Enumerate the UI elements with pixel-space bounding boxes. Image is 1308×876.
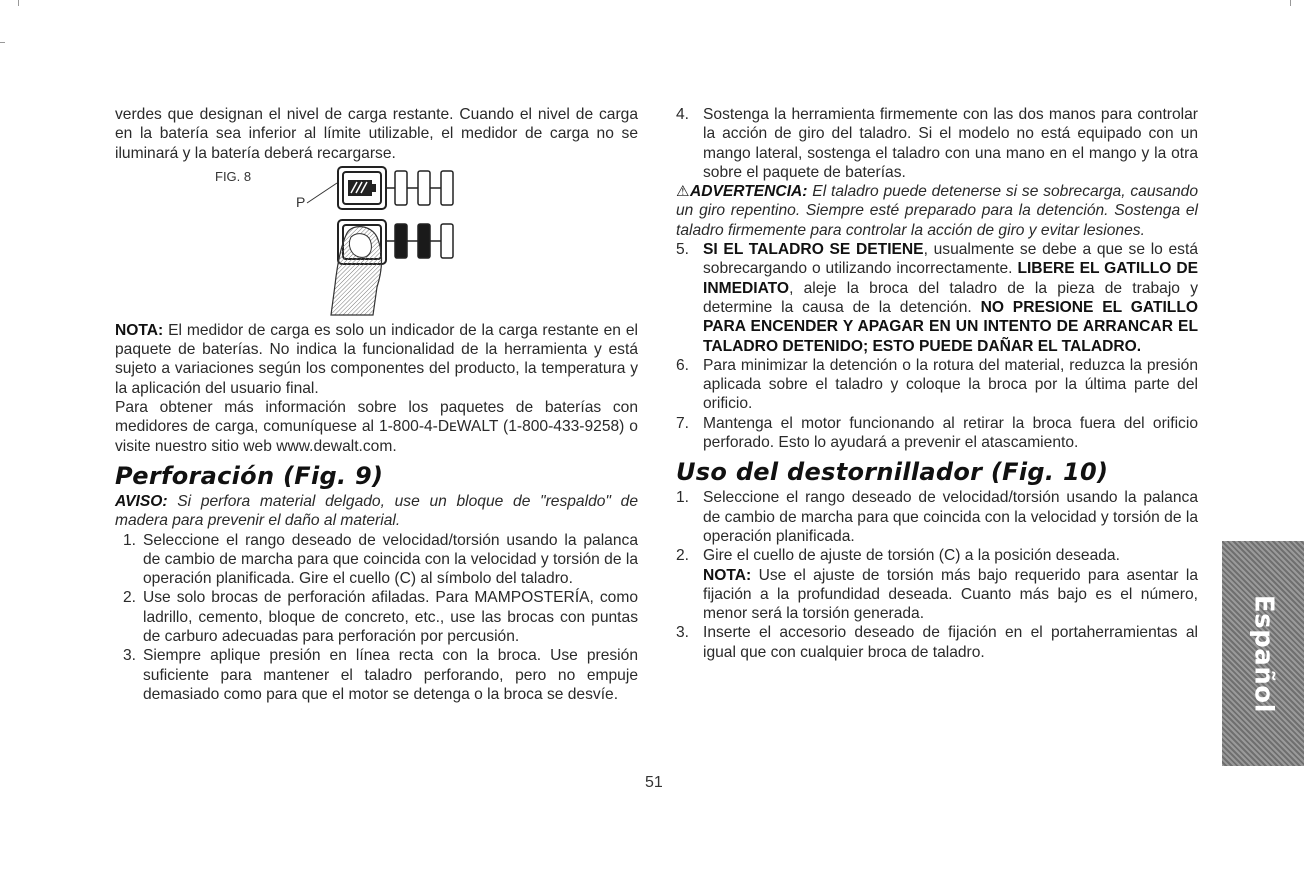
drilling-steps-continued [676, 105, 1198, 182]
page-number: 51 [645, 774, 663, 791]
drilling-steps-list [115, 531, 638, 705]
nota-text: Use el ajuste de torsión más bajo requerido para asentar la fijación a la profundidad deseada. Cuanto más bajo es el número, menor será la torsión generada. [703, 566, 1198, 623]
list-number: 3. [676, 624, 690, 642]
drilling-steps-list-2 [676, 240, 1198, 452]
list-number: 2. [123, 589, 137, 607]
list-text: Use solo brocas de perforación afiladas. Para MAMPOSTERÍA, como ladrillo, cemento, bloque de concreto, etc., use las brocas con puntas de carburo adecuadas para perforación por percusión. [143, 589, 638, 646]
list-item [115, 646, 638, 704]
emphasis-text: LIBERE EL GATILLO DE INMEDIATO [703, 260, 1198, 297]
list-item [676, 105, 1198, 182]
crop-mark-left [0, 42, 5, 43]
list-number: 4. [676, 106, 690, 123]
crop-mark-top-left [18, 0, 19, 6]
info-paragraph: Para obtener más información sobre los paquetes de baterías con medidores de carga, comuníquese al 1-800-4-DᴇWALT (1-800-433-9258) o visite nuestro sitio web www.dewalt.com. [115, 399, 638, 455]
aviso-text: Si perfora material delgado, use un bloque de "respaldo" de madera para prevenir el daño al material. [115, 492, 638, 530]
screwdriver-steps-list [676, 488, 1198, 662]
list-item [676, 546, 1198, 623]
figure-8 [115, 165, 638, 317]
list-number: 3. [123, 647, 137, 665]
crop-mark-top-right [1290, 0, 1291, 6]
list-number: 1. [676, 489, 690, 507]
callout-line [307, 183, 337, 203]
language-side-tab [1222, 541, 1304, 766]
left-column [115, 105, 638, 704]
list-item [676, 356, 1198, 414]
section-heading-perforacion: Perforación (Fig. 9) [115, 461, 384, 490]
list-number: 7. [676, 414, 690, 432]
warning-text: El taladro puede detenerse si se sobrecarga, causando un giro repentino. Siempre esté preparado para la detención. Sostenga el taladro firmemente para controlar la acción de giro y evitar lesiones. [676, 183, 1198, 239]
list-item [115, 531, 638, 589]
fuel-gauge-illustration [115, 165, 638, 317]
list-text: Sostenga la herramienta firmemente con las dos manos para controlar la acción de giro del taladro. Si el modelo no está equipado con un mango lateral, sostenga el taladro con una mano en el mango y la otra sobre el paquete de baterías. [703, 106, 1198, 181]
warning-paragraph [676, 182, 1198, 240]
list-item [115, 588, 638, 646]
nota-paragraph [115, 321, 638, 398]
list-number: 2. [676, 547, 690, 565]
emphasis-text: NO PRESIONE EL GATILLO PARA ENCENDER Y APAGAR EN UN INTENTO DE ARRANCAR EL TALADRO DETENIDO; ESTO PUEDE DAÑAR EL TALADRO. [703, 298, 1198, 355]
list-number: 1. [123, 531, 137, 549]
list-text: , usualmente se debe a que se lo está sobrecargando o utilizando incorrectamente. [703, 241, 1198, 278]
list-text: Seleccione el rango deseado de velocidad/torsión usando la palanca de cambio de marcha para que coincida con la velocidad y torsión de la operación planificada. [703, 489, 1198, 545]
list-text: Seleccione el rango deseado de velocidad/torsión usando la palanca de cambio de marcha para que coincida con la velocidad y torsión de la operación planificada. Gire el cuello (C) al símbolo del taladro. [143, 531, 638, 588]
list-item [676, 414, 1198, 453]
list-text: Inserte el accesorio deseado de fijación en el portaherramientas al igual que con cualquier broca de taladro. [703, 624, 1198, 661]
list-text: , aleje la broca del taladro de la pieza de trabajo y determine la causa de la detención. [703, 279, 1198, 316]
warning-label: ADVERTENCIA: [689, 183, 808, 201]
list-text: Mantenga el motor funcionando al retirar la broca fuera del orificio perforado. Esto lo ayudará a prevenir el atascamiento. [703, 414, 1198, 452]
warning-icon: ⚠ [676, 183, 690, 201]
gauge-button-top [338, 167, 386, 209]
list-number: 5. [676, 241, 690, 259]
gauge-segments-bottom [386, 224, 453, 258]
list-number: 6. [676, 356, 690, 374]
list-text: Siempre aplique presión en línea recta con la broca. Use presión suficiente para mantener el taladro perforando, pero no empuje demasiado como para que el motor se detenga o la broca se desvíe. [143, 647, 638, 703]
list-item [676, 488, 1198, 546]
nota-text: El medidor de carga es solo un indicador de la carga restante en el paquete de baterías. No indica la funcionalidad de la herramienta y está sujeto a variaciones según los componentes del producto, la temperatura y la aplicación del usuario final. [115, 321, 638, 397]
figure-callout-p: P [296, 193, 306, 210]
nota-label: NOTA: [703, 566, 752, 584]
emphasis-text: SI EL TALADRO SE DETIENE [703, 241, 924, 259]
list-text: Para minimizar la detención o la rotura del material, reduzca la presión aplicada sobre el taladro y coloque la broca por la última parte del orificio. [703, 356, 1198, 413]
section-heading-destornillador: Uso del destornillador (Fig. 10) [676, 458, 1109, 487]
right-column [676, 105, 1198, 662]
nota-label: NOTA: [115, 321, 164, 339]
aviso-label: AVISO: [115, 492, 168, 510]
intro-paragraph: verdes que designan el nivel de carga restante. Cuando el nivel de carga en la batería sea inferior al límite utilizable, el medidor de carga no se iluminará y la batería deberá recargarse. [115, 106, 638, 162]
aviso-paragraph [115, 492, 638, 531]
list-item [676, 623, 1198, 662]
figure-label: FIG. 8 [215, 168, 252, 184]
list-item [676, 240, 1198, 356]
gauge-segments-top [386, 171, 453, 205]
language-tab-label: Español [1248, 594, 1279, 713]
list-text: Gire el cuello de ajuste de torsión (C) a la posición deseada. [703, 547, 1120, 565]
